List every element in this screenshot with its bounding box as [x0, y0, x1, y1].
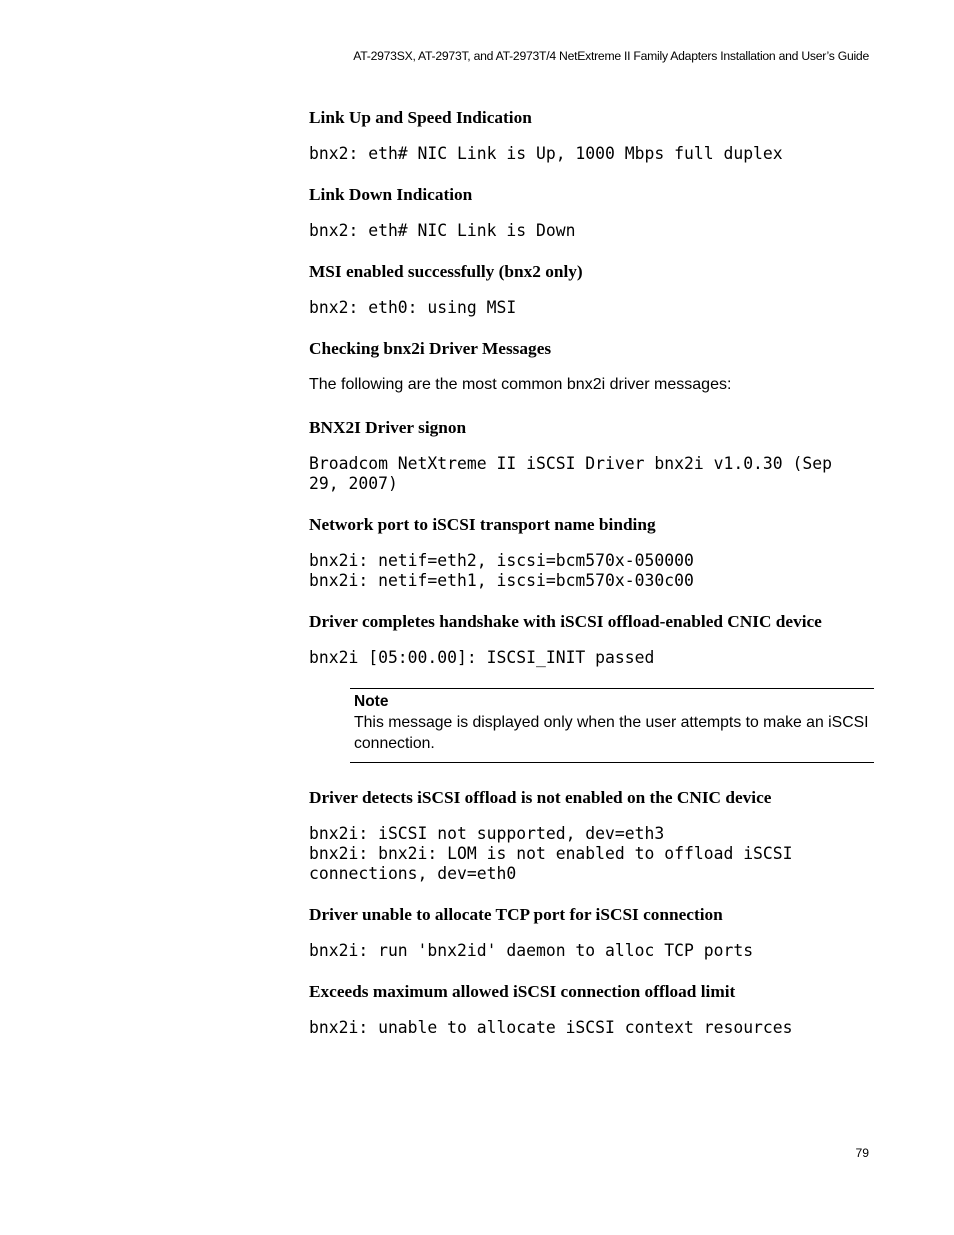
- page-number: 79: [855, 1146, 869, 1160]
- intro-paragraph: The following are the most common bnx2i driver messages:: [309, 376, 732, 393]
- note-box: [350, 688, 874, 763]
- heading-offload-not-enabled: Driver detects iSCSI offload is not enabled on the CNIC device: [309, 788, 772, 807]
- heading-driver-signon: BNX2I Driver signon: [309, 418, 467, 437]
- heading-handshake: Driver completes handshake with iSCSI offload-enabled CNIC device: [309, 612, 822, 631]
- code-handshake: bnx2i [05:00.00]: ISCSI_INIT passed: [309, 648, 655, 667]
- note-title: Note: [354, 693, 389, 710]
- code-link-up: bnx2: eth# NIC Link is Up, 1000 Mbps full duplex: [309, 144, 783, 163]
- note-text: This message is displayed only when the user attempts to make an iSCSI connection.: [354, 714, 869, 752]
- main-content: [309, 107, 879, 1058]
- heading-offload-limit: Exceeds maximum allowed iSCSI connection offload limit: [309, 982, 736, 1001]
- heading-link-up: Link Up and Speed Indication: [309, 108, 532, 127]
- heading-name-binding: Network port to iSCSI transport name binding: [309, 515, 656, 534]
- heading-checking-messages: Checking bnx2i Driver Messages: [309, 339, 552, 358]
- code-name-binding: bnx2i: netif=eth2, iscsi=bcm570x-050000 bnx2i: netif=eth1, iscsi=bcm570x-030c00: [309, 551, 694, 590]
- running-header: AT-2973SX, AT-2973T, and AT-2973T/4 NetExtreme II Family Adapters Installation and User’s Guide: [353, 49, 869, 63]
- code-msi: bnx2: eth0: using MSI: [309, 298, 517, 317]
- heading-tcp-port: Driver unable to allocate TCP port for iSCSI connection: [309, 905, 723, 924]
- code-link-down: bnx2: eth# NIC Link is Down: [309, 221, 576, 240]
- code-offload-limit: bnx2i: unable to allocate iSCSI context resources: [309, 1018, 793, 1037]
- heading-link-down: Link Down Indication: [309, 185, 473, 204]
- code-driver-signon: Broadcom NetXtreme II iSCSI Driver bnx2i v1.0.30 (Sep 29, 2007): [309, 454, 833, 493]
- code-offload-not-enabled: bnx2i: iSCSI not supported, dev=eth3 bnx2i: bnx2i: LOM is not enabled to offload iSCSI connections, dev=eth0: [309, 824, 793, 883]
- heading-msi: MSI enabled successfully (bnx2 only): [309, 262, 583, 281]
- code-tcp-port: bnx2i: run 'bnx2id' daemon to alloc TCP ports: [309, 941, 754, 960]
